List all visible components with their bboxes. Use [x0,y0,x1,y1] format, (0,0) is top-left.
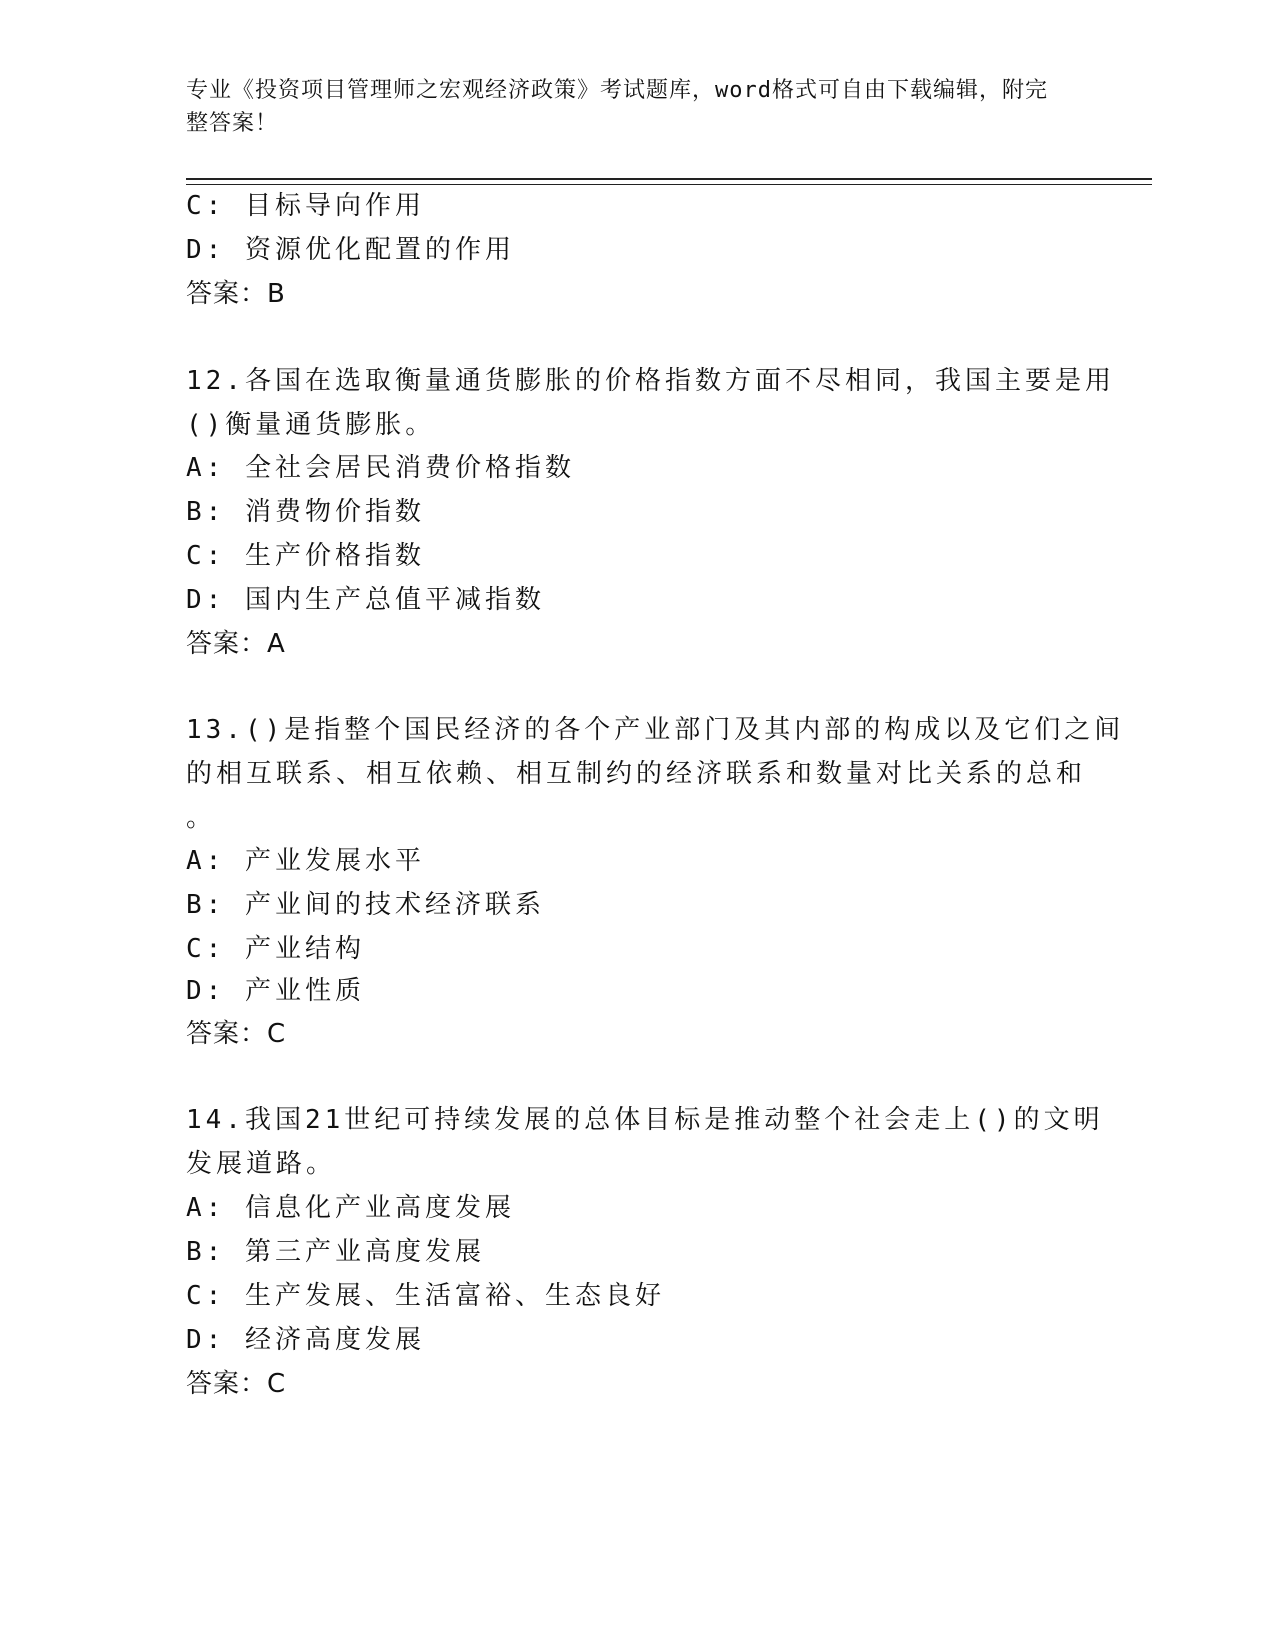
q14-option-c: C: 生产发展、生活富裕、生态良好 [186,1281,665,1311]
header-divider-thin [186,184,1152,185]
q13-option-c: C: 产业结构 [186,934,365,964]
q13-option-a: A: 产业发展水平 [186,846,425,876]
q12-answer: 答案：A [186,629,286,659]
q14-option-a: A: 信息化产业高度发展 [186,1193,515,1223]
q14-stem-line-2: 发展道路。 [186,1149,337,1179]
q13-stem-line-1: 13.()是指整个国民经济的各个产业部门及其内部的构成以及它们之间 [186,715,1125,745]
prev-option-d: D: 资源优化配置的作用 [186,235,515,265]
prev-answer: 答案：B [186,279,286,309]
prev-option-c: C: 目标导向作用 [186,191,425,221]
q14-option-b: B: 第三产业高度发展 [186,1237,485,1267]
q13-answer: 答案：C [186,1019,287,1049]
q13-stem-line-3: 。 [186,803,217,833]
q12-stem-line-2: ()衡量通货膨胀。 [186,410,436,440]
q12-stem-line-1: 12.各国在选取衡量通货膨胀的价格指数方面不尽相同，我国主要是用 [186,366,1115,396]
q12-option-a: A: 全社会居民消费价格指数 [186,453,575,483]
q13-stem-line-2: 的相互联系、相互依赖、相互制约的经济联系和数量对比关系的总和 [186,759,1087,789]
q14-stem-line-1: 14.我国21世纪可持续发展的总体目标是推动整个社会走上()的文明 [186,1105,1104,1135]
q13-option-d: D: 产业性质 [186,976,365,1006]
document-header: 专业《投资项目管理师之宏观经济政策》考试题库，word格式可自由下载编辑，附完整答案！ [186,78,1048,136]
q14-answer: 答案：C [186,1369,287,1399]
q12-option-c: C: 生产价格指数 [186,541,425,571]
q12-option-d: D: 国内生产总值平减指数 [186,585,545,615]
q12-option-b: B: 消费物价指数 [186,497,425,527]
q13-option-b: B: 产业间的技术经济联系 [186,890,545,920]
header-divider-thick [186,178,1152,180]
q14-option-d: D: 经济高度发展 [186,1325,425,1355]
